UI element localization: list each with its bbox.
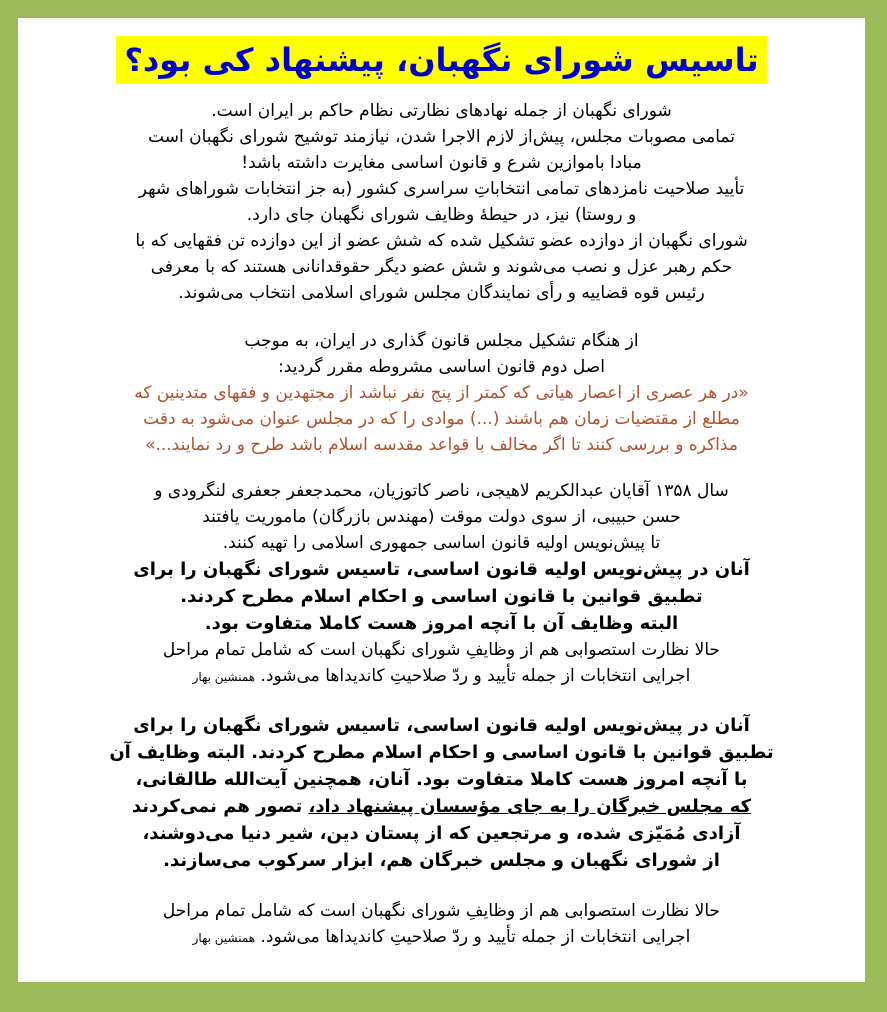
bold-text: تصور هم نمی‌کردند bbox=[131, 796, 309, 817]
bold-line: آنان در پیش‌نویس اولیه قانون اساسی، تاسیس شورای نگهبان را برای bbox=[133, 715, 750, 736]
text-line: اصل دوم قانون اساسی مشروطه مقرر گردید: bbox=[278, 357, 605, 377]
supervision-text: اجرایی انتخابات از جمله تأیید و ردّ صلاحیتِ کاندیداها می‌شود. bbox=[260, 927, 691, 947]
text-line: و روستا) نیز، در حیطهٔ وظایف شورای نگهبان جای دارد. bbox=[246, 205, 637, 225]
bold-line: از شورای نگهبان و مجلس خبرگان هم، ابزار سرکوب می‌سازند. bbox=[163, 850, 720, 871]
title-wrap bbox=[18, 36, 865, 84]
text-line: حکم رهبر عزل و نصب می‌شوند و شش عضو دیگر حقوقدانانی هستند که با معرفی bbox=[150, 257, 733, 277]
bold-line: البته وظایف آن با آنچه امروز هست کاملا متفاوت بود. bbox=[204, 613, 679, 634]
underlined-text: که مجلس خبرگان را به جای مؤسسان پیشنهاد داد، bbox=[308, 796, 752, 817]
text-line: شورای نگهبان از جمله نهادهای نظارتی نظام حاکم بر ایران است. bbox=[211, 101, 672, 121]
text-line bbox=[18, 924, 865, 951]
text-line: تأیید صلاحیت نامزدهای تمامی انتخاباتِ سراسری کشور (به جز انتخابات شوراهای شهر bbox=[138, 179, 745, 199]
bold-paragraph bbox=[18, 712, 865, 874]
history-paragraph bbox=[18, 328, 865, 458]
bold-line: تطبیق قوانین با قانون اساسی و احکام اسلام مطرح کردند. bbox=[180, 586, 703, 607]
quote-line: مطلع از مقتضیات زمان هم باشند (...) موادی را که در مجلس عنوان می‌شود به دقت bbox=[143, 409, 740, 429]
text-line: سال ۱۳۵۸ آقایان عبدالکریم لاهیجی، ناصر کاتوزیان، محمدجعفر جعفری لنگرودی و bbox=[154, 481, 729, 501]
text-line: حسن حبیبی، از سوی دولت موقت (مهندس بازرگان) ماموریت یافتند bbox=[202, 507, 681, 527]
supervision-text: اجرایی انتخابات از جمله تأیید و ردّ صلاحیتِ کاندیداها می‌شود. bbox=[260, 666, 691, 686]
closing-paragraph bbox=[18, 898, 865, 951]
text-line: رئیس قوه قضاییه و رأی نمایندگان مجلس شورای اسلامی انتخاب می‌شوند. bbox=[178, 283, 705, 303]
bold-line: آنان در پیش‌نویس اولیه قانون اساسی، تاسیس شورای نگهبان را برای bbox=[133, 559, 750, 580]
text-line: از هنگام تشکیل مجلس قانون گذاری در ایران، به موجب bbox=[244, 331, 639, 351]
text-line: حالا نظارت استصوابی هم از وظایفِ شورای نگهبان است که شامل تمام مراحل bbox=[162, 640, 721, 660]
text-line: حالا نظارت استصوابی هم از وظایفِ شورای نگهبان است که شامل تمام مراحل bbox=[162, 901, 721, 921]
bold-line: تطبیق قوانین با قانون اساسی و احکام اسلام مطرح کردند. البته وظایف آن bbox=[109, 742, 774, 763]
quote-line: «در هر عصری از اعصار هیاتی که کمتر از پنج نفر نباشد از مجتهدین و فقهای متدینین که bbox=[134, 383, 749, 403]
article-page bbox=[18, 18, 865, 982]
bold-line bbox=[18, 793, 865, 820]
credit-label: همنشین بهار bbox=[192, 670, 256, 684]
text-line: مبادا باموازین شرع و قانون اساسی مغایرت داشته باشد! bbox=[241, 153, 642, 173]
intro-paragraph bbox=[18, 98, 865, 306]
bold-line: آزادی مُمَیّزی شده، و مرتجعین که از پستان دین، شیر دنیا می‌دوشند، bbox=[142, 823, 741, 844]
credit-label: همنشین بهار bbox=[192, 931, 256, 945]
text-line bbox=[18, 663, 865, 690]
quote-line: مذاکره و بررسی کنند تا اگر مخالف با قواعد مقدسه اسلام باشد طرح و رد نمایند...» bbox=[145, 435, 738, 455]
year-paragraph bbox=[18, 478, 865, 690]
bold-line: با آنچه امروز هست کاملا متفاوت بود. آنان، همچنین آیت‌الله طالقانی، bbox=[135, 769, 748, 790]
text-line: تا پیش‌نویس اولیه قانون اساسی جمهوری اسلامی را تهیه کنند. bbox=[222, 533, 661, 553]
text-line: شورای نگهبان از دوازده عضو تشکیل شده که شش عضو از این دوازده تن فقهایی که با bbox=[135, 231, 748, 251]
page-title: تاسیس شورای نگهبان، پیشنهاد کی بود؟ bbox=[116, 36, 766, 84]
text-line: تمامی مصوبات مجلس، پیش‌از لازم الاجرا شدن، نیازمند توشیح شورای نگهبان است bbox=[148, 127, 735, 147]
